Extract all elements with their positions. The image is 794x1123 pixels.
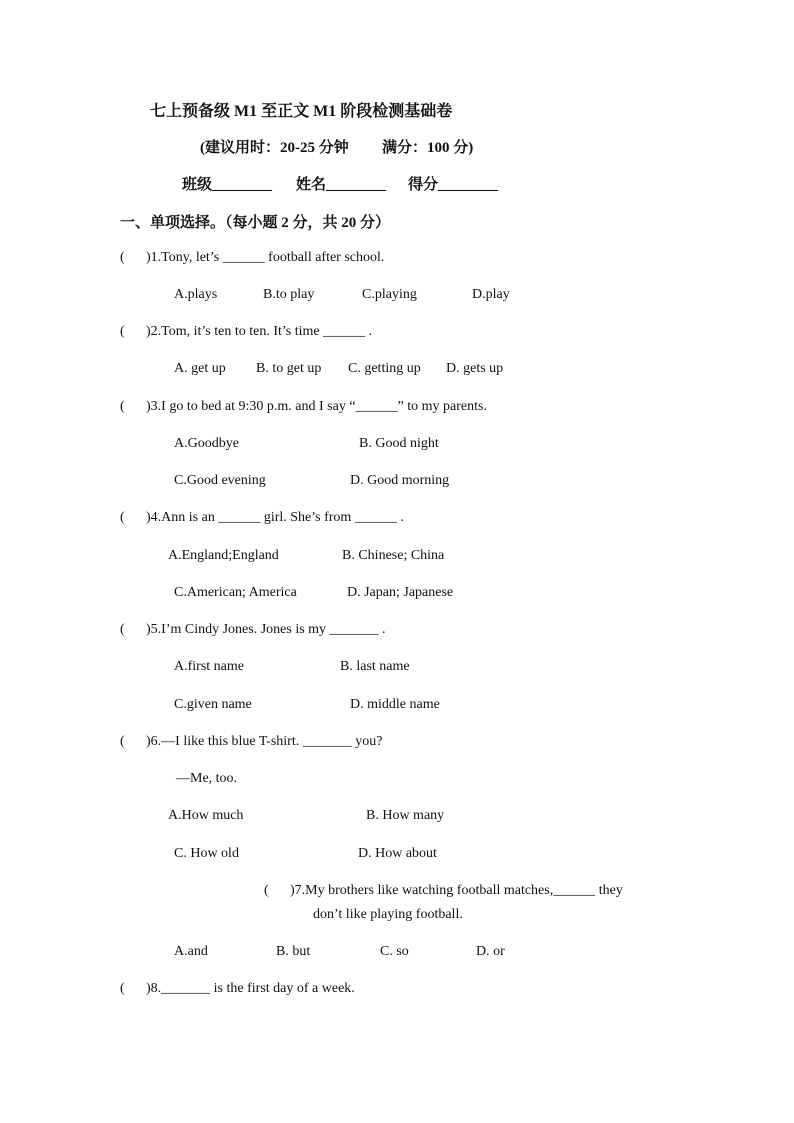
score-info: 满分：100 分) bbox=[382, 140, 474, 156]
answer-paren: ( bbox=[120, 510, 125, 525]
question-stem: )4.Ann is an ______ girl. She’s from ______ . bbox=[146, 510, 404, 525]
time-info: (建议用时：20-25 分钟 bbox=[200, 140, 349, 156]
question-1 bbox=[120, 250, 384, 266]
option-c: C. so bbox=[380, 944, 409, 959]
option-c: C.American; America bbox=[174, 585, 297, 600]
option-d: D. Japan; Japanese bbox=[347, 585, 454, 600]
option-c: C.given name bbox=[174, 697, 252, 712]
option-b: B. Chinese; China bbox=[342, 548, 445, 563]
option-a: A.first name bbox=[174, 659, 244, 674]
question-stem: )6.—I like this blue T-shirt. _______ you? bbox=[146, 734, 383, 749]
option-b: B. last name bbox=[340, 659, 410, 674]
section-heading: 一、单项选择。（每小题 2 分，共 20 分） bbox=[120, 215, 391, 231]
option-b: B. to get up bbox=[256, 361, 322, 376]
option-d: D.play bbox=[472, 287, 510, 302]
question-stem: )1.Tony, let’s ______ football after school. bbox=[146, 250, 385, 265]
answer-paren: ( bbox=[264, 883, 269, 898]
page-title: 七上预备级 M1 至正文 M1 阶段检测基础卷 bbox=[150, 103, 453, 120]
answer-paren: ( bbox=[120, 622, 125, 637]
question-7 bbox=[264, 883, 623, 899]
option-a: A.plays bbox=[174, 287, 218, 302]
score-label: 得分________ bbox=[408, 177, 499, 193]
option-b: B. Good night bbox=[359, 436, 439, 451]
dialogue-reply: —Me, too. bbox=[176, 771, 238, 786]
answer-paren: ( bbox=[120, 981, 125, 996]
option-d: D. gets up bbox=[446, 361, 504, 376]
option-c: C. How old bbox=[174, 846, 239, 861]
question-stem: )3.I go to bed at 9:30 p.m. and I say “______” to my parents. bbox=[146, 399, 487, 414]
question-7-continuation: don’t like playing football. bbox=[313, 907, 463, 922]
answer-paren: ( bbox=[120, 250, 125, 265]
option-a: A.and bbox=[174, 944, 208, 959]
question-stem: )2.Tom, it’s ten to ten. It’s time ______ . bbox=[146, 324, 373, 339]
question-4 bbox=[120, 510, 404, 526]
option-c: C.playing bbox=[362, 287, 417, 302]
option-b: B.to play bbox=[263, 287, 315, 302]
answer-paren: ( bbox=[120, 324, 125, 339]
question-2 bbox=[120, 324, 372, 340]
question-stem: )8._______ is the first day of a week. bbox=[146, 981, 355, 996]
option-d: D. Good morning bbox=[350, 473, 450, 488]
question-stem: )7.My brothers like watching football matches,______ they bbox=[290, 883, 623, 898]
question-6 bbox=[120, 734, 382, 750]
question-5 bbox=[120, 622, 386, 638]
option-c: C. getting up bbox=[348, 361, 421, 376]
answer-paren: ( bbox=[120, 399, 125, 414]
option-c: C.Good evening bbox=[174, 473, 266, 488]
option-d: D. How about bbox=[358, 846, 437, 861]
question-stem: )5.I’m Cindy Jones. Jones is my _______ . bbox=[146, 622, 386, 637]
question-3 bbox=[120, 399, 487, 415]
option-a: A.How much bbox=[168, 808, 244, 823]
answer-paren: ( bbox=[120, 734, 125, 749]
option-d: D. middle name bbox=[350, 697, 440, 712]
option-a: A. get up bbox=[174, 361, 226, 376]
option-a: A.England;England bbox=[168, 548, 279, 563]
option-d: D. or bbox=[476, 944, 505, 959]
option-b: B. but bbox=[276, 944, 311, 959]
class-label: 班级________ bbox=[182, 177, 273, 193]
option-b: B. How many bbox=[366, 808, 445, 823]
name-label: 姓名________ bbox=[296, 177, 387, 193]
option-a: A.Goodbye bbox=[174, 436, 239, 451]
question-8 bbox=[120, 981, 355, 997]
